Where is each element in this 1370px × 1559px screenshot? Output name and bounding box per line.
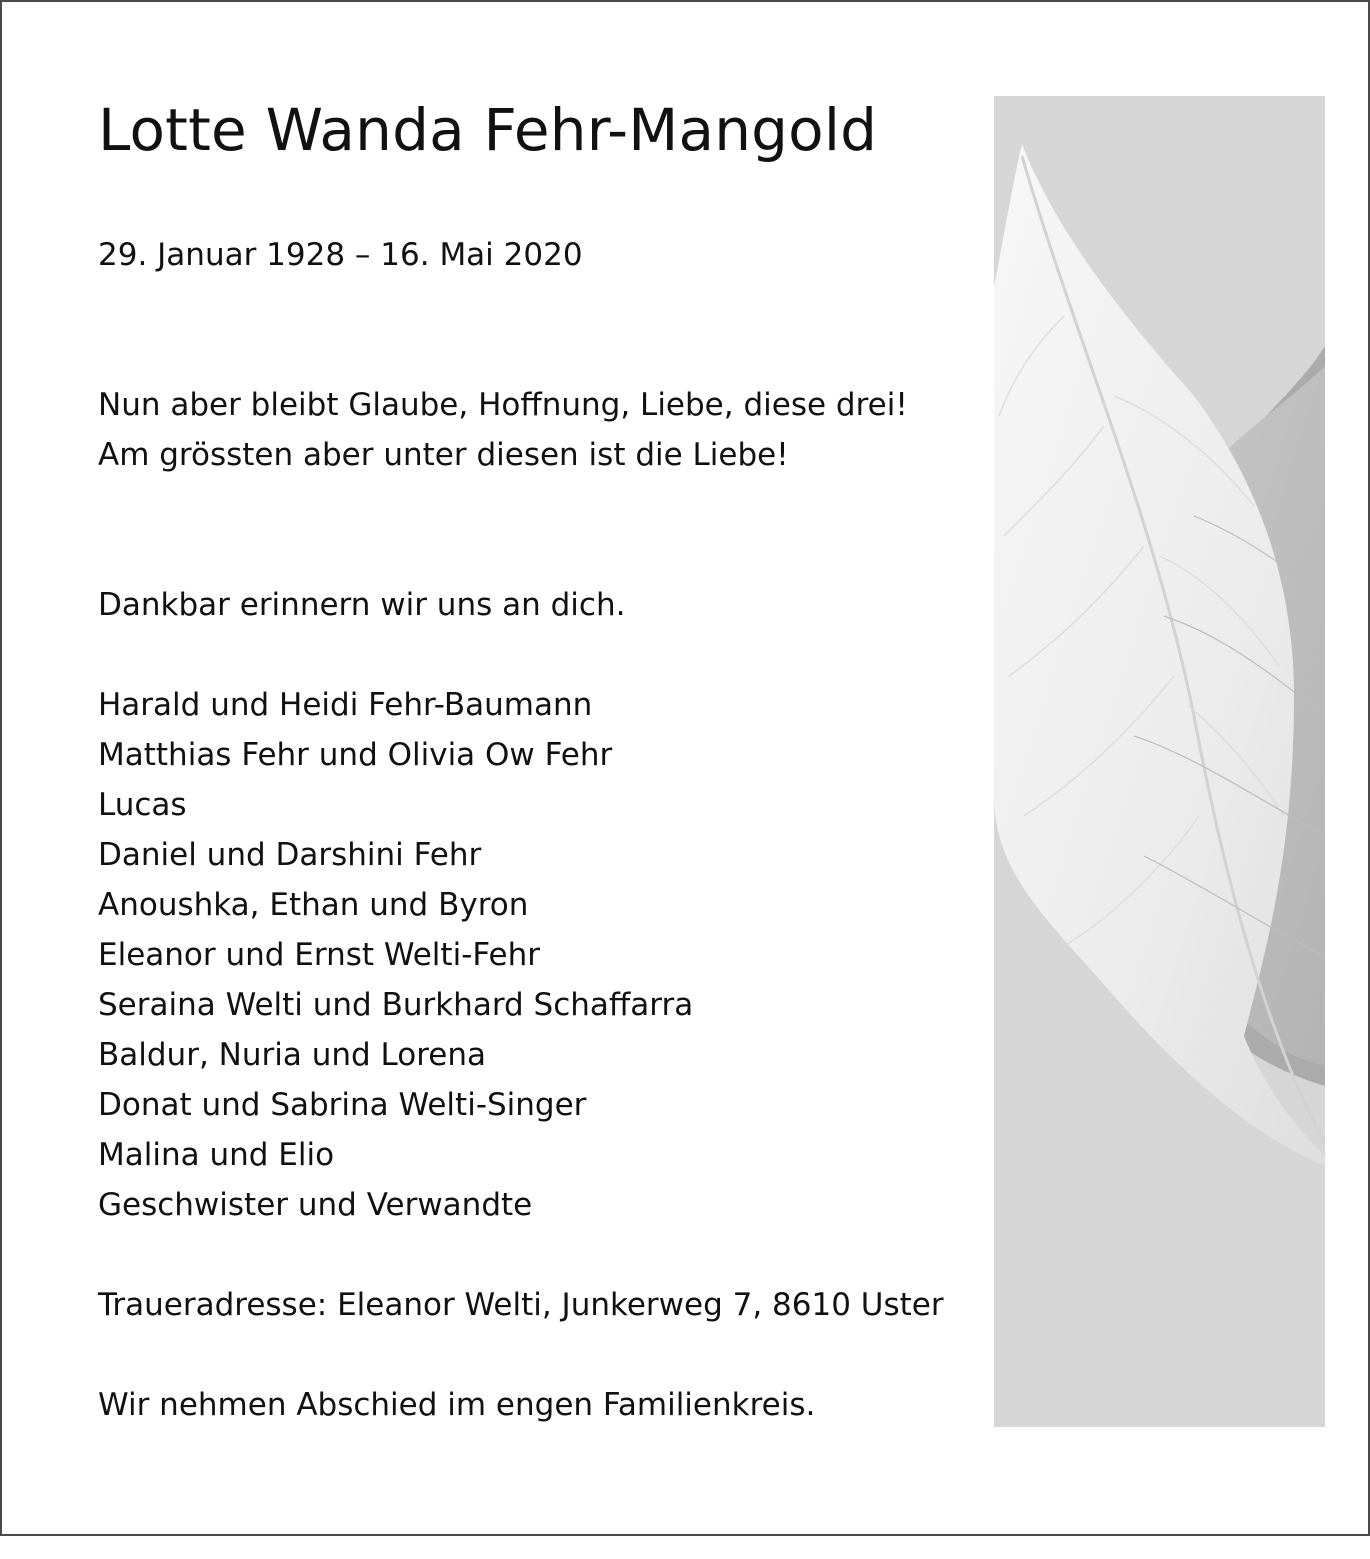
- mourner-item: Malina und Elio: [98, 1137, 335, 1173]
- mourning-address: Traueradresse: Eleanor Welti, Junkerweg 7, 8610 Uster: [98, 1287, 944, 1323]
- mourner-item: Eleanor und Ernst Welti-Fehr: [98, 937, 540, 973]
- mourner-item: Harald und Heidi Fehr-Baumann: [98, 687, 593, 723]
- life-dates: 29. Januar 1928 – 16. Mai 2020: [98, 237, 583, 273]
- mourner-item: Baldur, Nuria und Lorena: [98, 1037, 486, 1073]
- mourner-item: Geschwister und Verwandte: [98, 1187, 533, 1223]
- leaf-image-panel: [994, 96, 1325, 1427]
- mourner-item: Anoushka, Ethan und Byron: [98, 887, 529, 923]
- mourner-item: Donat und Sabrina Welti-Singer: [98, 1087, 587, 1123]
- quote-line-2: Am grössten aber unter diesen ist die Liebe!: [98, 437, 789, 473]
- mourner-item: Matthias Fehr und Olivia Ow Fehr: [98, 737, 613, 773]
- farewell-note: Wir nehmen Abschied im engen Familienkreis.: [98, 1387, 816, 1423]
- mourner-item: Daniel und Darshini Fehr: [98, 837, 482, 873]
- deceased-name: Lotte Wanda Fehr-Mangold: [98, 96, 878, 164]
- mourner-item: Lucas: [98, 787, 187, 823]
- quote-line-1: Nun aber bleibt Glaube, Hoffnung, Liebe, diese drei!: [98, 387, 908, 423]
- leaves-illustration: [994, 96, 1325, 1427]
- mourner-item: Seraina Welti und Burkhard Schaffarra: [98, 987, 694, 1023]
- gratitude-line: Dankbar erinnern wir uns an dich.: [98, 587, 626, 623]
